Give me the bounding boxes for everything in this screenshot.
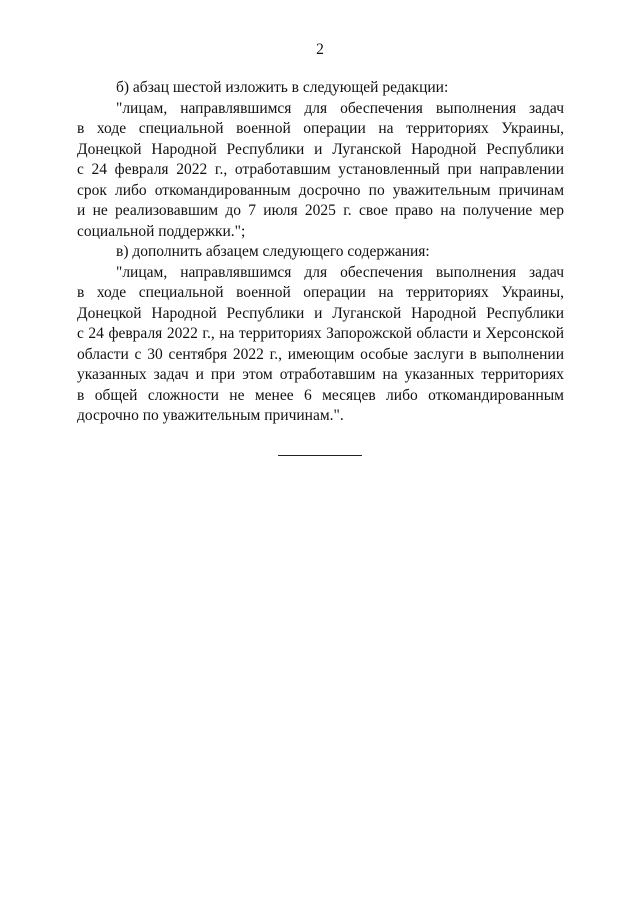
quote-line: в общей сложности не менее 6 месяцев либо откомандированным xyxy=(77,386,564,404)
quote-line: с 24 февраля 2022 г., отработавшим установленный при направлении xyxy=(77,161,564,178)
quote-line: в ходе специальной военной операции на территориях Украины, xyxy=(77,120,564,137)
quote-line: Донецкой Народной Республики и Луганской Народной Республики xyxy=(77,304,564,322)
amendment-b-quote xyxy=(77,99,564,243)
amendment-v-heading-line: в) дополнить абзацем следующего содержания: xyxy=(116,243,430,260)
quote-line: "лицам, направлявшимся для обеспечения выполнения задач xyxy=(116,99,564,117)
quote-line: Донецкой Народной Республики и Луганской Народной Республики xyxy=(77,140,564,158)
page-number: 2 xyxy=(316,41,324,58)
quote-line: "лицам, направлявшимся для обеспечения выполнения задач xyxy=(116,263,564,281)
quote-line: и не реализовавшим до 7 июля 2025 г. свое право на получение мер xyxy=(77,202,564,219)
quote-line: досрочно по уважительным причинам.". xyxy=(77,407,344,424)
quote-line: срок либо откомандированным досрочно по уважительным причинам xyxy=(77,181,564,199)
amendment-v-quote xyxy=(77,263,564,427)
amendment-b-heading-line: б) абзац шестой изложить в следующей редакции: xyxy=(116,79,449,96)
quote-line: в ходе специальной военной операции на территориях Украины, xyxy=(77,284,564,301)
amendment-b-heading xyxy=(77,78,564,99)
quote-line: с 24 февраля 2022 г., на территориях Запорожской области и Херсонской xyxy=(77,325,564,342)
amendment-v-heading xyxy=(77,242,564,263)
document-body xyxy=(77,78,564,427)
end-separator-line xyxy=(278,455,362,456)
quote-line: социальной поддержки."; xyxy=(77,222,246,240)
quote-line: области с 30 сентября 2022 г., имеющим особые заслуги в выполнении xyxy=(77,345,564,363)
quote-line: указанных задач и при этом отработавшим на указанных территориях xyxy=(77,366,564,383)
